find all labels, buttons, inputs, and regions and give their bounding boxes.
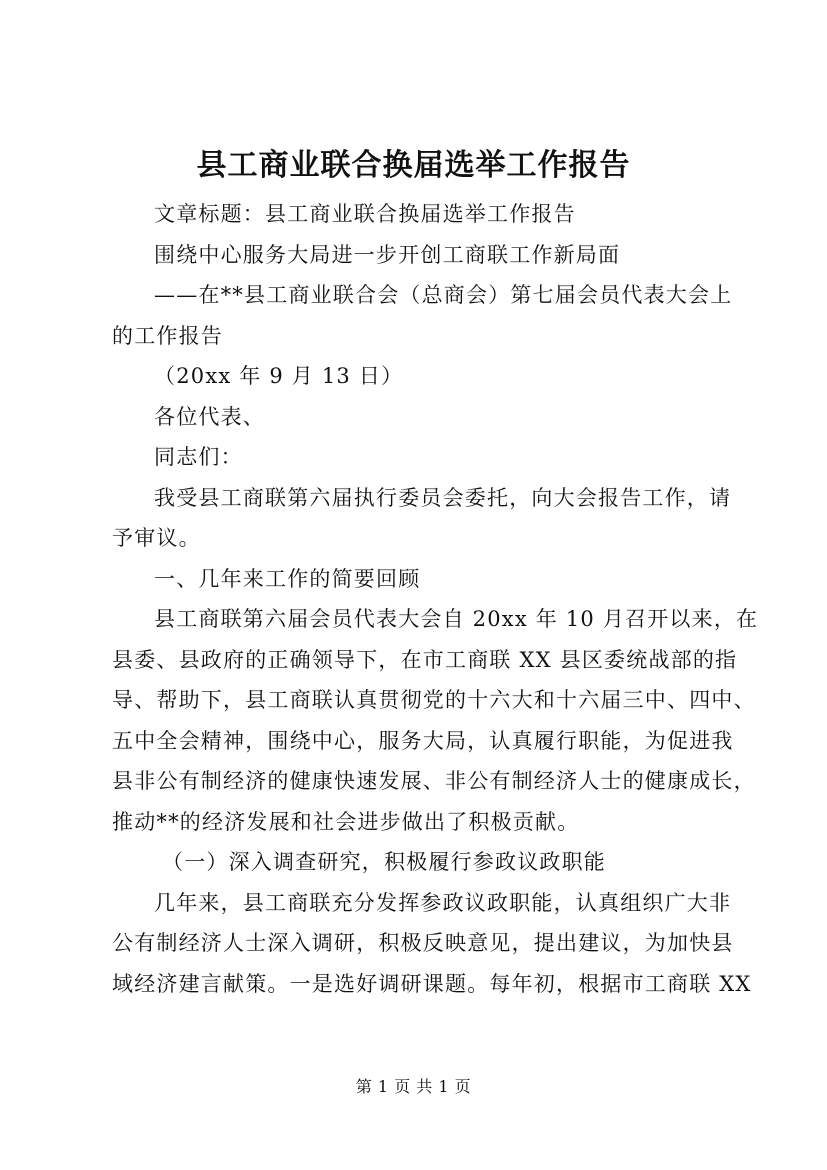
paragraph-text: 予审议。 (112, 526, 201, 550)
report-date: （20xx 年 9 月 13 日） (154, 364, 404, 388)
paragraph-text: 导、帮助下，县工商联认真贯彻党的十六大和十六届三中、四中、 (112, 688, 756, 712)
document-body (112, 194, 759, 1004)
report-subheading-line: ——在**县工商业联合会（总商会）第七届会员代表大会上 (154, 283, 733, 307)
paragraph-text: 县非公有制经济的健康快速发展、非公有制经济人士的健康成长， (112, 769, 756, 793)
paragraph-text: 域经济建言献策。一是选好调研课题。每年初，根据市工商联 XX (112, 971, 752, 996)
paragraph-text: 县工商联第六届会员代表大会自 20xx 年 10 月召开以来，在 (154, 607, 759, 631)
subsection-heading: （一）深入调查研究，积极履行参政议政职能 (162, 850, 606, 874)
paragraph-text: 五中全会精神，围绕中心，服务大局，认真履行职能，为促进我 (112, 728, 734, 753)
salutation-comrades: 同志们： (154, 445, 243, 469)
paragraph-text: 几年来，县工商联充分发挥参政议政职能，认真组织广大非 (154, 890, 732, 915)
section-heading: 一、几年来工作的简要回顾 (154, 566, 421, 591)
salutation-delegates: 各位代表、 (154, 404, 265, 429)
paragraph-text: 县委、县政府的正确领导下，在市工商联 XX 县区委统战部的指 (112, 647, 738, 672)
paragraph-text: 推动**的经济发展和社会进步做出了积极贡献。 (112, 809, 580, 834)
article-title-line: 文章标题：县工商业联合换届选举工作报告 (154, 202, 576, 226)
paragraph-text: 我受县工商联第六届执行委员会委托，向大会报告工作，请 (154, 485, 732, 510)
page-footer: 第 1 页 共 1 页 (355, 1077, 472, 1096)
paragraph-text: 公有制经济人士深入调研，积极反映意见，提出建议，为加快县 (112, 931, 734, 955)
report-subheading-continued: 的工作报告 (112, 323, 223, 348)
document-title: 县工商业联合换届选举工作报告 (196, 148, 631, 183)
report-heading-line: 围绕中心服务大局进一步开创工商联工作新局面 (154, 242, 621, 267)
